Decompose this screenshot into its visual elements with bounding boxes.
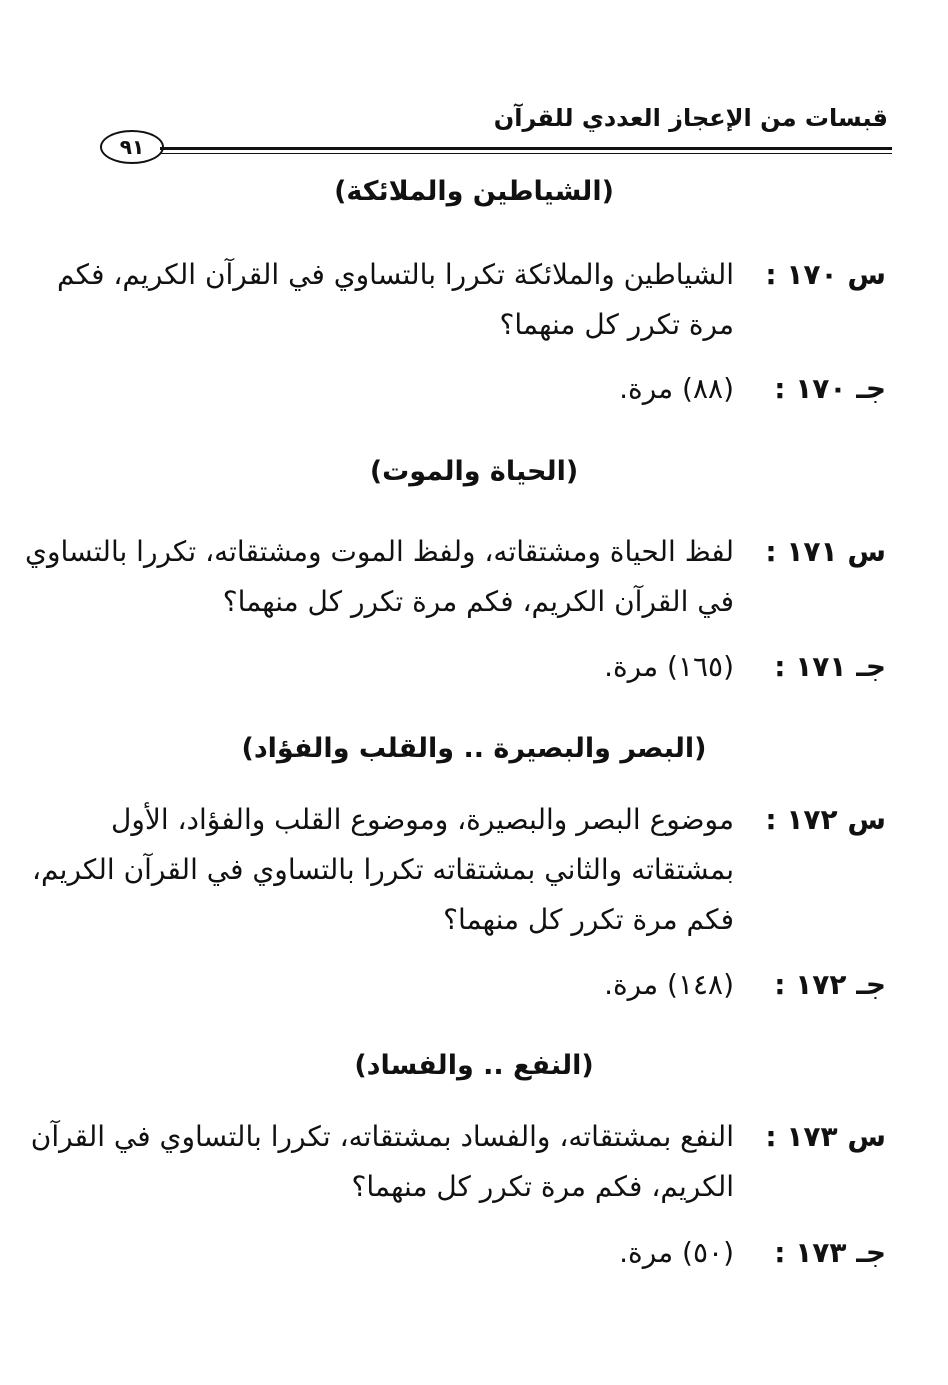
section-heading: (الحياة والموت): [369, 456, 579, 487]
question-label: س ١٧٠ :: [765, 258, 886, 291]
question-text-continued: في القرآن الكريم، فكم مرة تكرر كل منهما؟: [222, 585, 734, 618]
answer-label: جـ ١٧١ :: [774, 650, 886, 683]
section-heading: (البصر والبصيرة .. والقلب والفؤاد): [241, 733, 707, 764]
question-text-continued: مرة تكرر كل منهما؟: [499, 308, 734, 341]
question-text-continued: بمشتقاته والثاني بمشتقاته تكررا بالتساوي في القرآن الكريم،: [32, 853, 734, 886]
answer-line: [604, 968, 886, 1001]
question-label: س ١٧١ :: [765, 535, 886, 568]
question-text-continued: فكم مرة تكرر كل منهما؟: [443, 903, 734, 936]
question-line: [25, 535, 886, 568]
question-text: الشياطين والملائكة تكررا بالتساوي في القرآن الكريم، فكم: [56, 258, 734, 291]
answer-text: (١٤٨) مرة.: [604, 968, 734, 1001]
question-text: لفظ الحياة ومشتقاته، ولفظ الموت ومشتقاته، تكررا بالتساوي: [25, 535, 734, 568]
answer-line: [619, 1236, 886, 1269]
answer-label: جـ ١٧٣ :: [774, 1236, 886, 1269]
question-text: النفع بمشتقاته، والفساد بمشتقاته، تكررا بالتساوي في القرآن: [30, 1120, 734, 1153]
question-line: [31, 1120, 886, 1153]
page-number: ٩١: [100, 130, 164, 164]
question-line: [57, 258, 886, 291]
answer-text: (٥٠) مرة.: [619, 1236, 734, 1269]
answer-text: (٨٨) مرة.: [619, 372, 734, 405]
question-label: س ١٧٣ :: [765, 1120, 886, 1153]
section-heading: (الشياطين والملائكة): [334, 176, 614, 207]
question-label: س ١٧٢ :: [765, 803, 886, 836]
answer-line: [619, 372, 886, 405]
answer-label: جـ ١٧٢ :: [774, 968, 886, 1001]
answer-label: جـ ١٧٠ :: [774, 372, 886, 405]
answer-text: (١٦٥) مرة.: [604, 650, 734, 683]
section-heading: (النفع .. والفساد): [354, 1050, 594, 1081]
answer-line: [604, 650, 886, 683]
running-header-title: قبسات من الإعجاز العددي للقرآن: [493, 104, 888, 132]
question-text: موضوع البصر والبصيرة، وموضوع القلب والفؤاد، الأول: [111, 803, 734, 836]
question-text-continued: الكريم، فكم مرة تكرر كل منهما؟: [351, 1170, 734, 1203]
header-rule: [160, 147, 892, 154]
question-line: [111, 803, 886, 836]
